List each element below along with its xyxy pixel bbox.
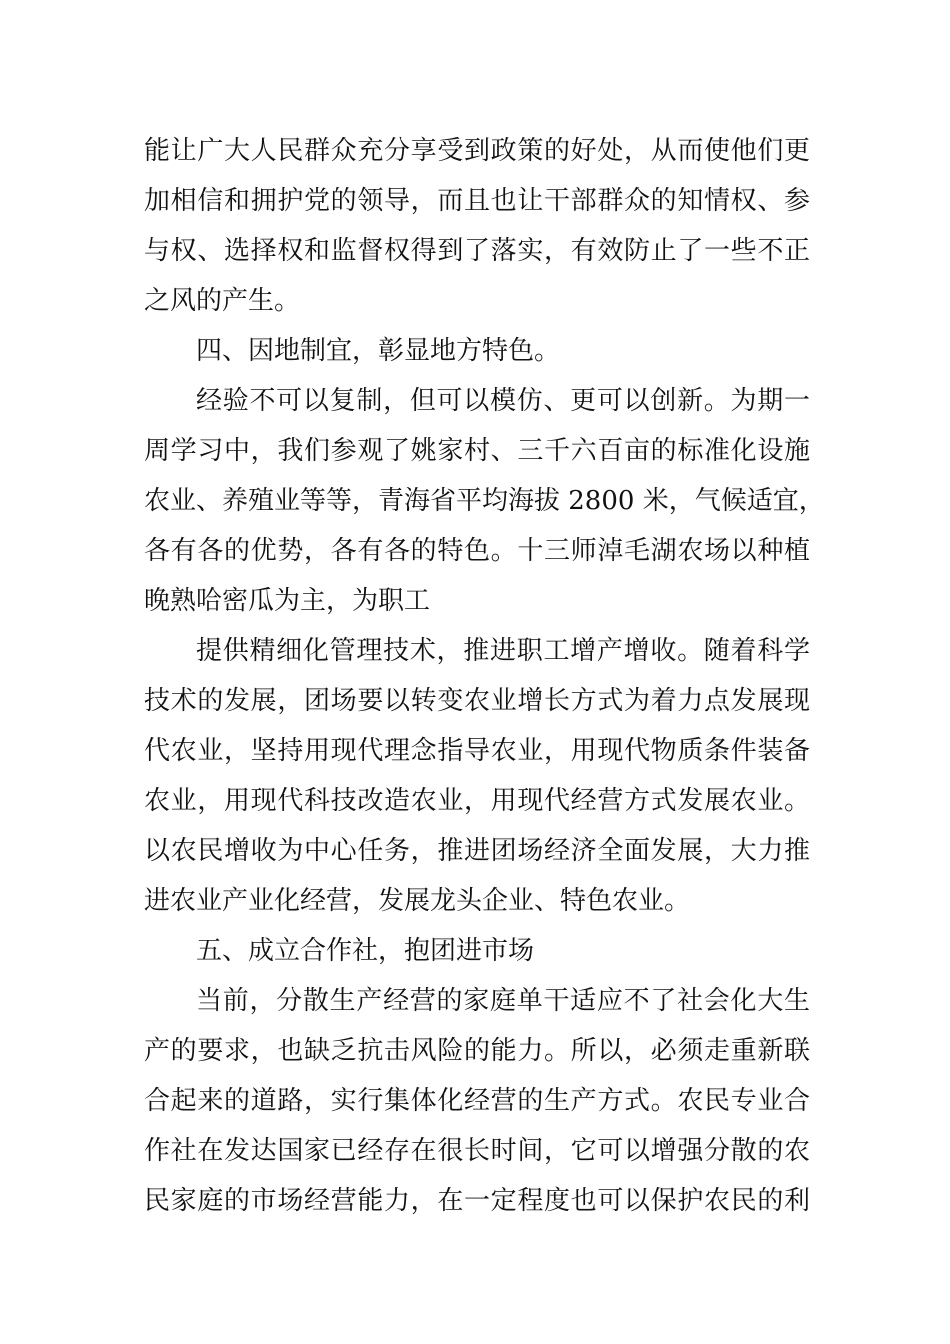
text-line: 之风的产生。	[144, 286, 301, 316]
text-line: 周学习中，我们参观了姚家村、三千六百亩的标准化设施	[144, 436, 810, 466]
text-line: 各有各的优势，各有各的特色。十三师淖毛湖农场以种植	[144, 536, 810, 566]
text-line: 产的要求，也缺乏抗击风险的能力。所以，必须走重新联	[144, 1036, 810, 1066]
section-heading: 五、成立合作社，抱团进市场	[196, 936, 535, 966]
text-line: 当前，分散生产经营的家庭单干适应不了社会化大生	[196, 986, 810, 1016]
text-line: 经验不可以复制，但可以模仿、更可以创新。为期一	[196, 386, 810, 416]
text-line: 能让广大人民群众充分享受到政策的好处，从而使他们更	[144, 136, 810, 166]
text-line: 技术的发展，团场要以转变农业增长方式为着力点发展现	[144, 686, 810, 716]
text-line: 与权、选择权和监督权得到了落实，有效防止了一些不正	[144, 236, 810, 266]
text-line: 作社在发达国家已经存在很长时间，它可以增强分散的农	[144, 1136, 810, 1166]
text-line: 加相信和拥护党的领导，而且也让干部群众的知情权、参	[144, 186, 810, 216]
text-line: 农业、养殖业等等，青海省平均海拔 2800 米，气候适宜，	[144, 486, 825, 516]
text-line: 民家庭的市场经营能力，在一定程度也可以保护农民的利	[144, 1186, 810, 1216]
section-heading: 四、因地制宜，彰显地方特色。	[196, 336, 561, 366]
text-line: 以农民增收为中心任务，推进团场经济全面发展，大力推	[144, 836, 810, 866]
text-line: 进农业产业化经营，发展龙头企业、特色农业。	[144, 886, 691, 916]
text-line: 晚熟哈密瓜为主，为职工	[144, 586, 431, 616]
text-line: 代农业，坚持用现代理念指导农业，用现代物质条件装备	[144, 736, 810, 766]
text-line: 提供精细化管理技术，推进职工增产增收。随着科学	[196, 636, 810, 666]
document-body	[144, 126, 825, 1226]
text-line: 农业，用现代科技改造农业，用现代经营方式发展农业。	[144, 786, 810, 816]
text-line: 合起来的道路，实行集体化经营的生产方式。农民专业合	[144, 1086, 810, 1116]
